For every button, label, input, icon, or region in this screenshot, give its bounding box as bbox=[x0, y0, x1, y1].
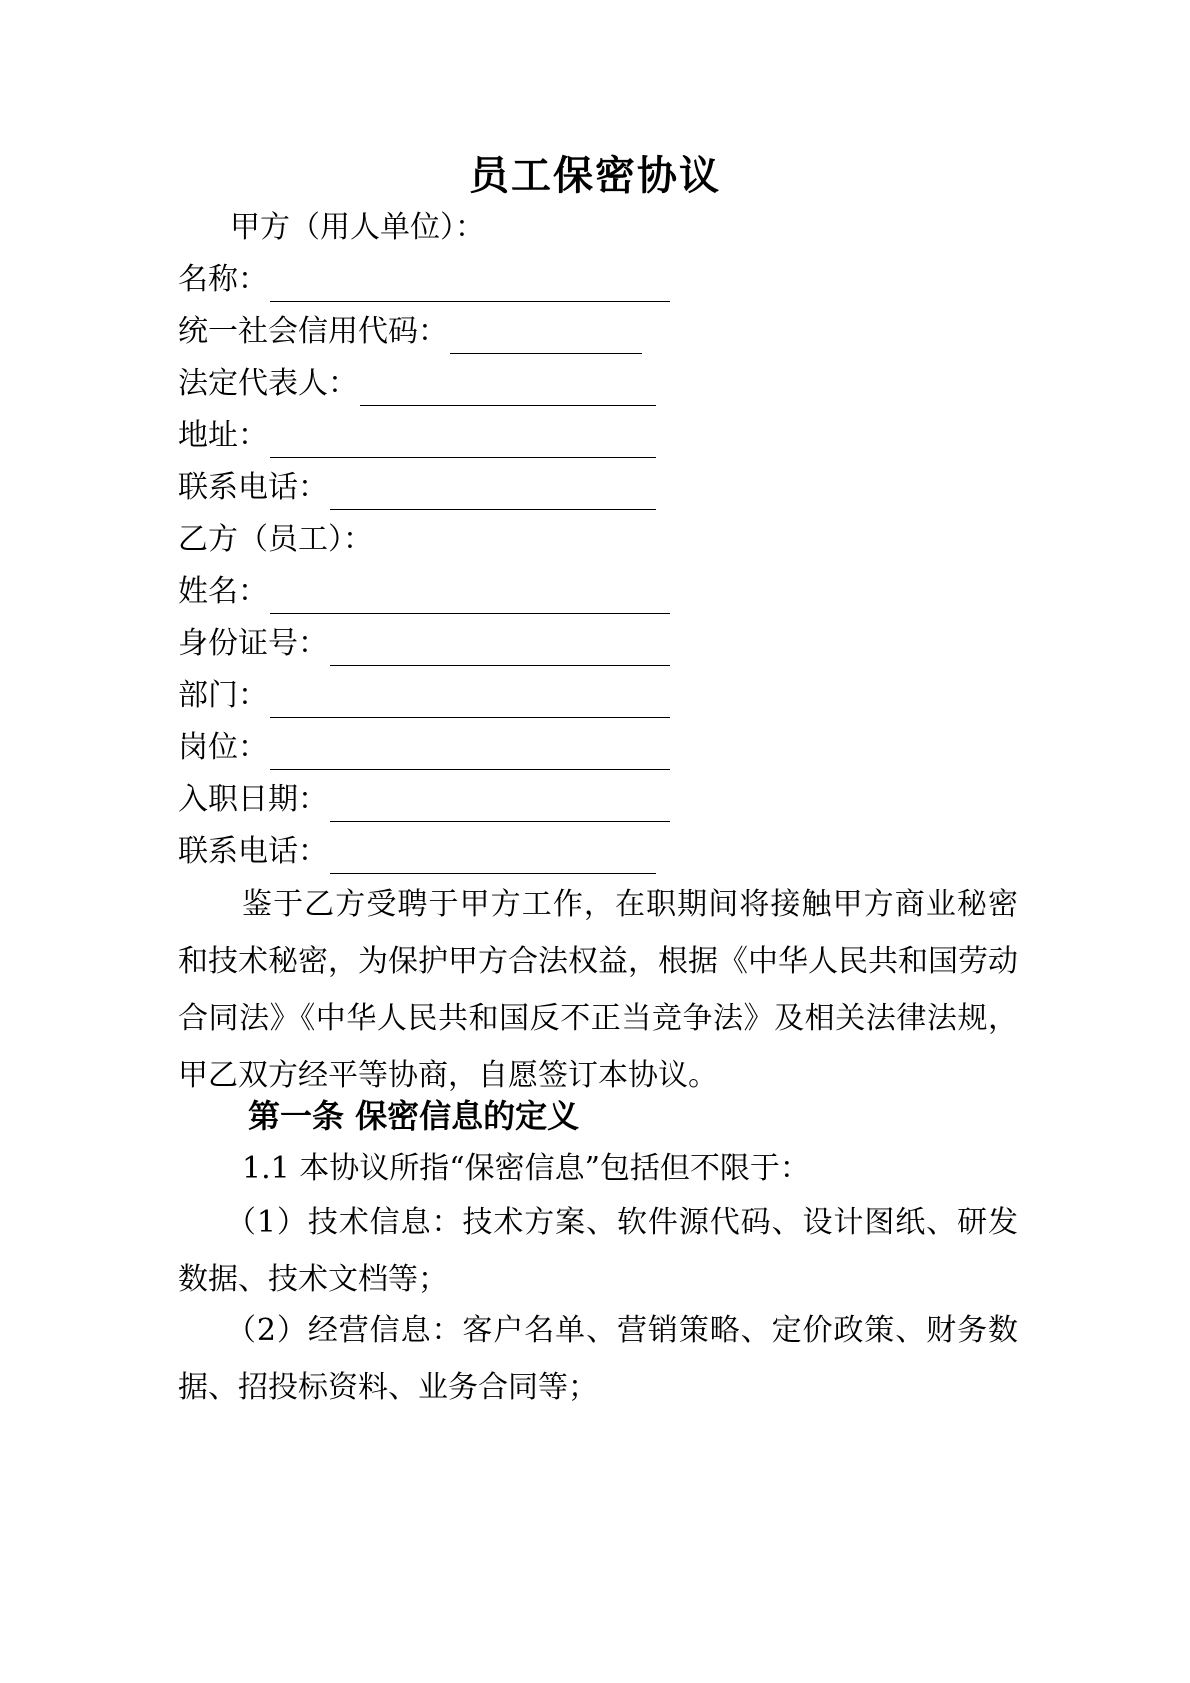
field-label: 身份证号： bbox=[178, 626, 328, 661]
blank-line bbox=[330, 843, 656, 874]
blank-line bbox=[330, 635, 670, 666]
field-label: 联系电话： bbox=[178, 470, 328, 505]
field-label: 姓名： bbox=[178, 574, 268, 609]
blank-line bbox=[330, 791, 670, 822]
party-b-id-field bbox=[178, 622, 670, 666]
article-1-heading: 第一条 保密信息的定义 bbox=[248, 1097, 580, 1135]
party-b-name-field bbox=[178, 570, 670, 614]
party-b-heading: 乙方（员工）： bbox=[178, 522, 373, 557]
blank-line bbox=[270, 427, 656, 458]
field-label: 法定代表人： bbox=[178, 366, 358, 401]
field-label: 联系电话： bbox=[178, 834, 328, 869]
field-label: 地址： bbox=[178, 418, 268, 453]
document-title: 员工保密协议 bbox=[469, 153, 721, 199]
preamble-paragraph: 鉴于乙方受聘于甲方工作，在职期间将接触甲方商业秘密和技术秘密，为保护甲方合法权益，根据《中华人民共和国劳动合同法》《中华人民共和国反不正当竞争法》及相关法律法规，甲乙双方经平等协商，自愿签订本协议。 bbox=[178, 887, 1018, 1093]
blank-line bbox=[270, 739, 670, 770]
party-a-name-field bbox=[178, 258, 670, 302]
party-b-phone-field bbox=[178, 830, 656, 874]
party-b-department-field bbox=[178, 674, 670, 718]
field-label: 入职日期： bbox=[178, 782, 328, 817]
party-a-legal-rep-field bbox=[178, 362, 656, 406]
clause-item-1: （1）技术信息：技术方案、软件源代码、设计图纸、研发数据、技术文档等； bbox=[178, 1205, 1018, 1297]
party-a-heading: 甲方（用人单位）： bbox=[230, 210, 485, 245]
blank-line bbox=[270, 271, 670, 302]
field-label: 部门： bbox=[178, 678, 268, 713]
party-a-address-field bbox=[178, 414, 656, 458]
blank-line bbox=[360, 375, 656, 406]
blank-line bbox=[330, 479, 656, 510]
party-a-credit-code-field bbox=[178, 310, 642, 354]
field-label: 名称： bbox=[178, 262, 268, 297]
blank-line bbox=[270, 687, 670, 718]
field-label: 岗位： bbox=[178, 730, 268, 765]
blank-line bbox=[450, 323, 642, 354]
party-b-hire-date-field bbox=[178, 778, 670, 822]
field-label: 统一社会信用代码： bbox=[178, 314, 448, 349]
party-a-phone-field bbox=[178, 466, 656, 510]
clause-item-2: （2）经营信息：客户名单、营销策略、定价政策、财务数据、招投标资料、业务合同等； bbox=[178, 1313, 1018, 1405]
blank-line bbox=[270, 583, 670, 614]
party-b-position-field bbox=[178, 726, 670, 770]
clause-1-1: 1.1 本协议所指“保密信息”包括但不限于： bbox=[242, 1151, 810, 1186]
